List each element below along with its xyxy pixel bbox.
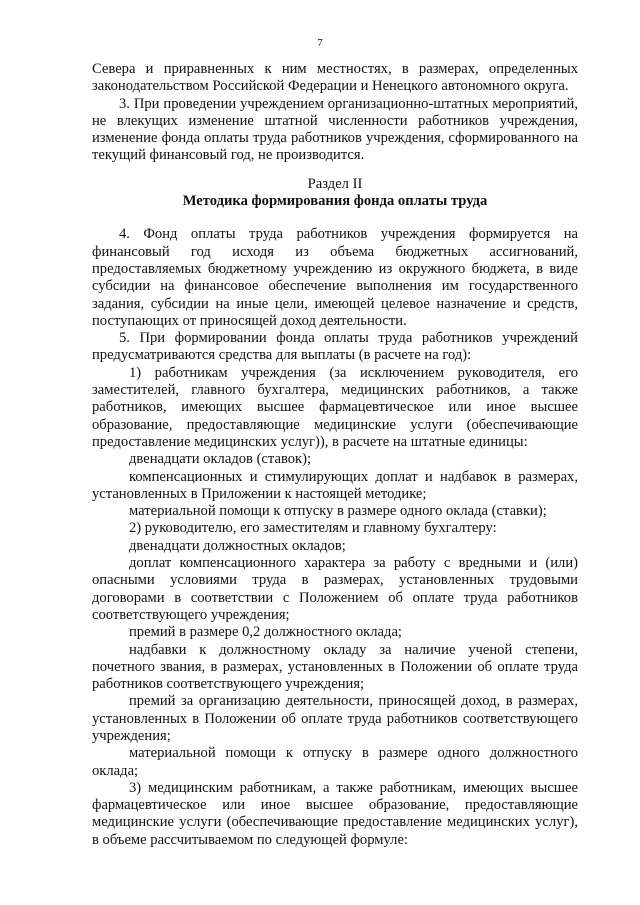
document-body (92, 61, 578, 849)
paragraph-continuation: Севера и приравненных к ним местностях, в размерах, определенных законодательством Российской Федерации и Ненецкого автономного округа. (92, 61, 578, 95)
item-2-leave-aid: материальной помощи к отпуску в размере одного должностного оклада; (92, 745, 578, 779)
item-2-bonus: премий в размере 0,2 должностного оклада; (129, 624, 402, 641)
paragraph-3: 3. При проведении учреждением организационно-штатных мероприятий, не влекущих изменение штатной численности работников учреждения, изменение фонда оплаты труда работников учреждения, сформированного на текущий финансовый год, не производится. (92, 95, 578, 164)
item-2-hazard-payments: доплат компенсационного характера за работу с вредными и (или) опасными условиями труда в размерах, установленных трудовыми договорами в соответствии с Положением об оплате труда работников соответствующего учреждения; (92, 555, 578, 623)
item-2-income-bonus: премий за организацию деятельности, приносящей доход, в размерах, установленных в Положении об оплате труда работников соответствующего учреждения; (92, 693, 578, 744)
item-1-allowances: компенсационных и стимулирующих доплат и надбавок в размерах, установленных в Приложении к настоящей методике; (92, 468, 578, 502)
item-2-degree-allowance: надбавки к должностному окладу за наличие ученой степени, почетного звания, в размерах, установленных в Положении об оплате труда работников соответствующего учреждения; (92, 641, 578, 693)
item-1-employees: 1) работникам учреждения (за исключением руководителя, его заместителей, главного бухгалтера, медицинских работников, а также работников, имеющих высшее фармацевтическое или иное высшее образование, предоставляющие медицинские услуги (обеспечивающие предоставление медицинских услуг)), в расчете на штатные единицы: (92, 364, 578, 450)
section-title: Методика формирования фонда оплаты труда (182, 193, 488, 210)
item-1-salaries: двенадцати окладов (ставок); (129, 451, 312, 468)
section-number: Раздел II (307, 175, 363, 192)
page-number: 7 (317, 37, 323, 49)
paragraph-5: 5. При формировании фонда оплаты труда работников учреждений предусматриваются средства для выплаты (в расчете на год): (92, 330, 578, 364)
item-3-medical-staff: 3) медицинским работникам, а также работникам, имеющих высшее фармацевтическое или иное высшее образование, предоставляющие медицинские услуги (обеспечивающие предоставление медицинских услуг), в объеме рассчитываемом по следующей формуле: (92, 779, 578, 848)
paragraph-4: 4. Фонд оплаты труда работников учреждения формируется на финансовый год исходя из объема бюджетных ассигнований, предоставляемых бюджетному учреждению из окружного бюджета, в виде субсидии на финансовое обеспечение выполнения им государственного задания, субсидии на иные цели, имеющей целевое назначение и средств, поступающих от приносящей доход деятельности. (92, 226, 578, 329)
item-1-leave-aid: материальной помощи к отпуску в размере одного оклада (ставки); (129, 503, 547, 520)
item-2-salaries: двенадцати должностных окладов; (129, 537, 346, 554)
item-2-management: 2) руководителю, его заместителям и главному бухгалтеру: (129, 520, 497, 537)
